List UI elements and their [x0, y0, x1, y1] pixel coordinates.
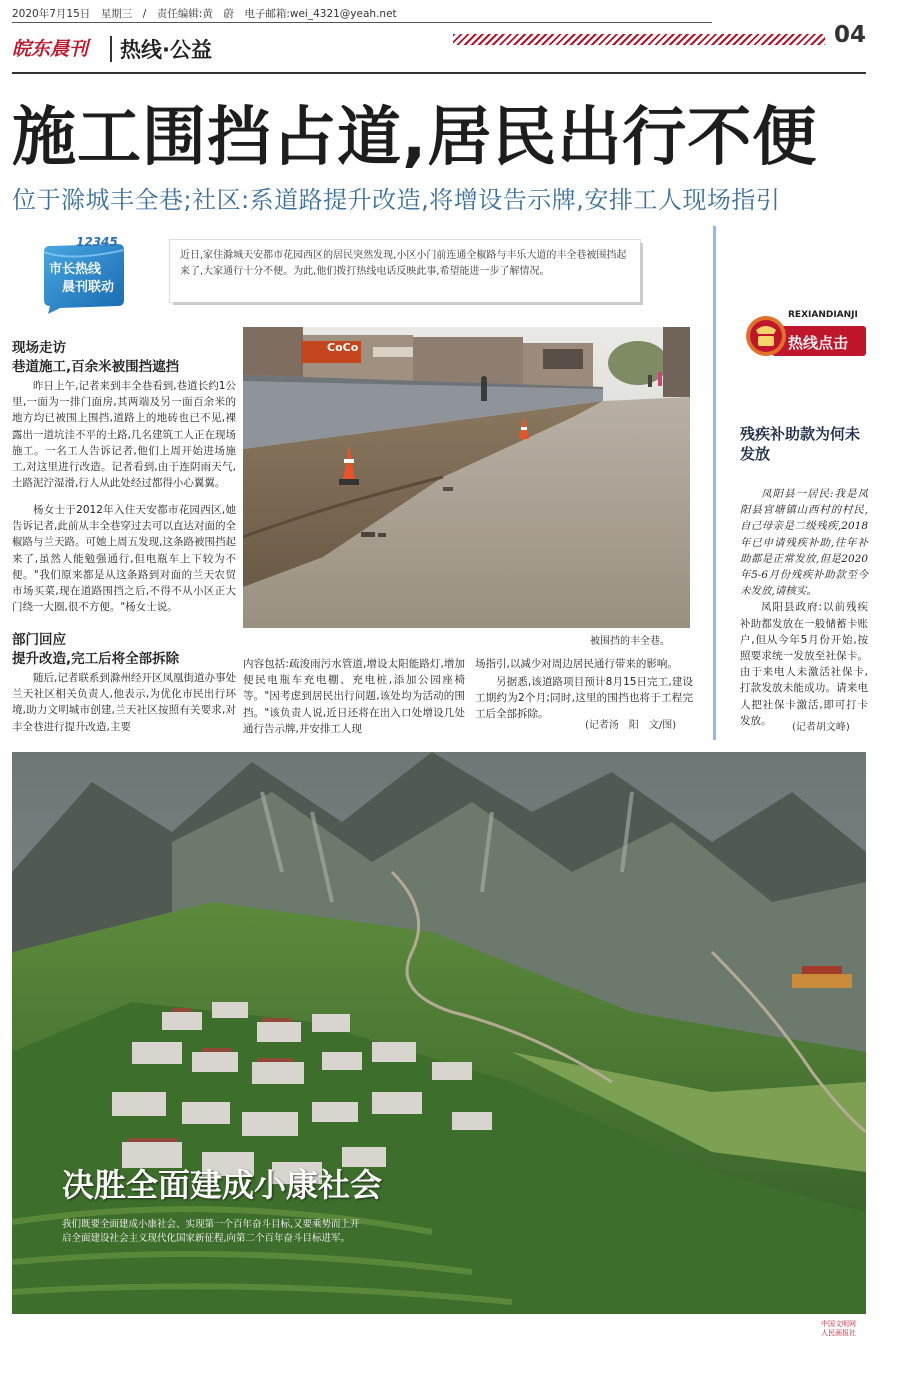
section2-title: 提升改造,完工后将全部拆除: [12, 651, 180, 667]
paragraph-2: 杨女士于2012年入住天安都市花园西区,她告诉记者,此前从丰全巷穿过去可以直达对面的全椒路与兰天路。可她上周五发现,这条路被围挡起来了,虽然人能勉强通行,但电瓶车上下较为不便。"我们原来都是从这条路到对面的兰天农贸市场买菜,现在道路围挡之后,不得不从小区正大门绕一大圈,很不方便。"杨女士说。: [12, 504, 236, 614]
column-divider: [713, 226, 716, 740]
article-credit: (记者汤 阳 文/图): [585, 720, 677, 731]
hotline-body: [740, 486, 868, 729]
issue-meta-line: 2020年7月15日 星期三 / 责任编辑:黄 蔚 电子邮箱:wei_4321@yeah.net: [12, 8, 397, 20]
logo-line-2: 晨刊联动: [62, 280, 115, 295]
hotline-answer: 凤阳县政府:以前残疾补助都发放在一般储蓄卡账户,但从今年5月份开始,按照要求统一发放至社保卡。由于来电人未激活社保卡,打款发放未能成功。请来电人把社保卡激活,即可打卡发放。: [740, 601, 868, 727]
section1-title: 巷道施工,百余米被围挡遮挡: [12, 359, 180, 375]
hotline-click-badge: [744, 300, 866, 364]
article-subhead: 位于滁城丰全巷;社区:系道路提升改造,将增设告示牌,安排工人现场指引: [12, 186, 781, 214]
feature-title: 决胜全面建成小康社会: [62, 1166, 383, 1204]
badge-chinese: 热线点击: [788, 334, 849, 352]
section2-kicker: 部门回应: [12, 632, 66, 648]
badge-english: REXIANDIANJI: [788, 310, 858, 320]
paragraph-3: 随后,记者联系到滁州经开区凤凰街道办事处兰天社区相关负责人,他表示,为优化市民出行环境,助力文明城市创建,兰天社区按照有关要求,对丰全巷进行提升改造,主要: [12, 672, 236, 733]
paragraph-4: 内容包括:疏浚雨污水管道,增设太阳能路灯,增加便民电瓶车充电棚、充电桩,添加公园座椅等。"因考虑到居民出行问题,该处均为活动的围挡。"该负责人说,近日还将在出入口处增设几处通行告示牌,并安排工人现: [243, 658, 465, 735]
brand-separator: [110, 36, 112, 62]
header-stripe-decoration: [453, 34, 825, 45]
paragraph-6: 另据悉,该道路项目预计8月15日完工,建设工期约为2个月;同时,这里的围挡也将于工程完工后全部拆除。: [475, 676, 693, 721]
stamp-line-1: 中国文明网: [821, 1320, 856, 1328]
meta-rule-divider: [12, 22, 712, 23]
hotline-12345-logo: [40, 235, 128, 314]
shop-sign-text: CoCo: [327, 341, 359, 354]
feature-text: 我们既要全面建成小康社会、实现第一个百年奋斗目标,又要乘势而上开启全面建设社会主义现代化国家新征程,向第二个百年奋斗目标进军。: [62, 1219, 360, 1244]
header-rule: [12, 72, 866, 74]
article-headline: 施工围挡占道,居民出行不便: [12, 101, 818, 175]
stamp-line-2: 人民画报社: [821, 1329, 856, 1337]
page-number: 04: [833, 22, 866, 48]
paragraph-5: 场指引,以减少对周边居民通行带来的影响。: [475, 658, 678, 670]
section1-kicker: 现场走访: [12, 340, 66, 356]
newspaper-brand-logo: 皖东晨刊: [12, 38, 89, 60]
hotline-title: 残疾补助款为何未发放: [740, 425, 861, 463]
article-intro: 近日,家住滁城天安都市花园西区的居民突然发现,小区小门前连通全椒路与丰乐大道的丰全巷被围挡起来了,大家通行十分不便。为此,他们拨打热线电话反映此事,希望能进一步了解情况。: [180, 250, 627, 277]
section-title: 热线·公益: [120, 38, 212, 62]
photo-source-stamp: [776, 1320, 856, 1338]
photo-caption: 被围挡的丰全巷。: [590, 636, 670, 647]
logo-number: 12345: [76, 235, 118, 249]
logo-line-1: 市长热线: [49, 262, 102, 277]
paragraph-1: 昨日上午,记者来到丰全巷看到,巷道长约1公里,一面为一排门面房,其两端及另一面百余米的地方均已被围上围挡,道路上的地砖也已不见,裸露出一道坑洼不平的土路,几名建筑工人正在现场施工。一名工人告诉记者,他们上周开始进场施工,对这里进行改造。记者看到,由于连阴雨天气,土路泥泞湿滑,行人从此处经过都得小心翼翼。: [12, 380, 236, 490]
hotline-credit: (记者胡文峰): [792, 722, 850, 733]
construction-street-photo: [243, 327, 690, 628]
hotline-question: 凤阳县一居民:我是凤阳县官塘镇山西村的村民,自己母亲是二级残疾,2018年已申请残疾补助,往年补助都是正常发放,但是2020年5-6月份残疾补助款至今未发放,请核实。: [740, 488, 868, 598]
